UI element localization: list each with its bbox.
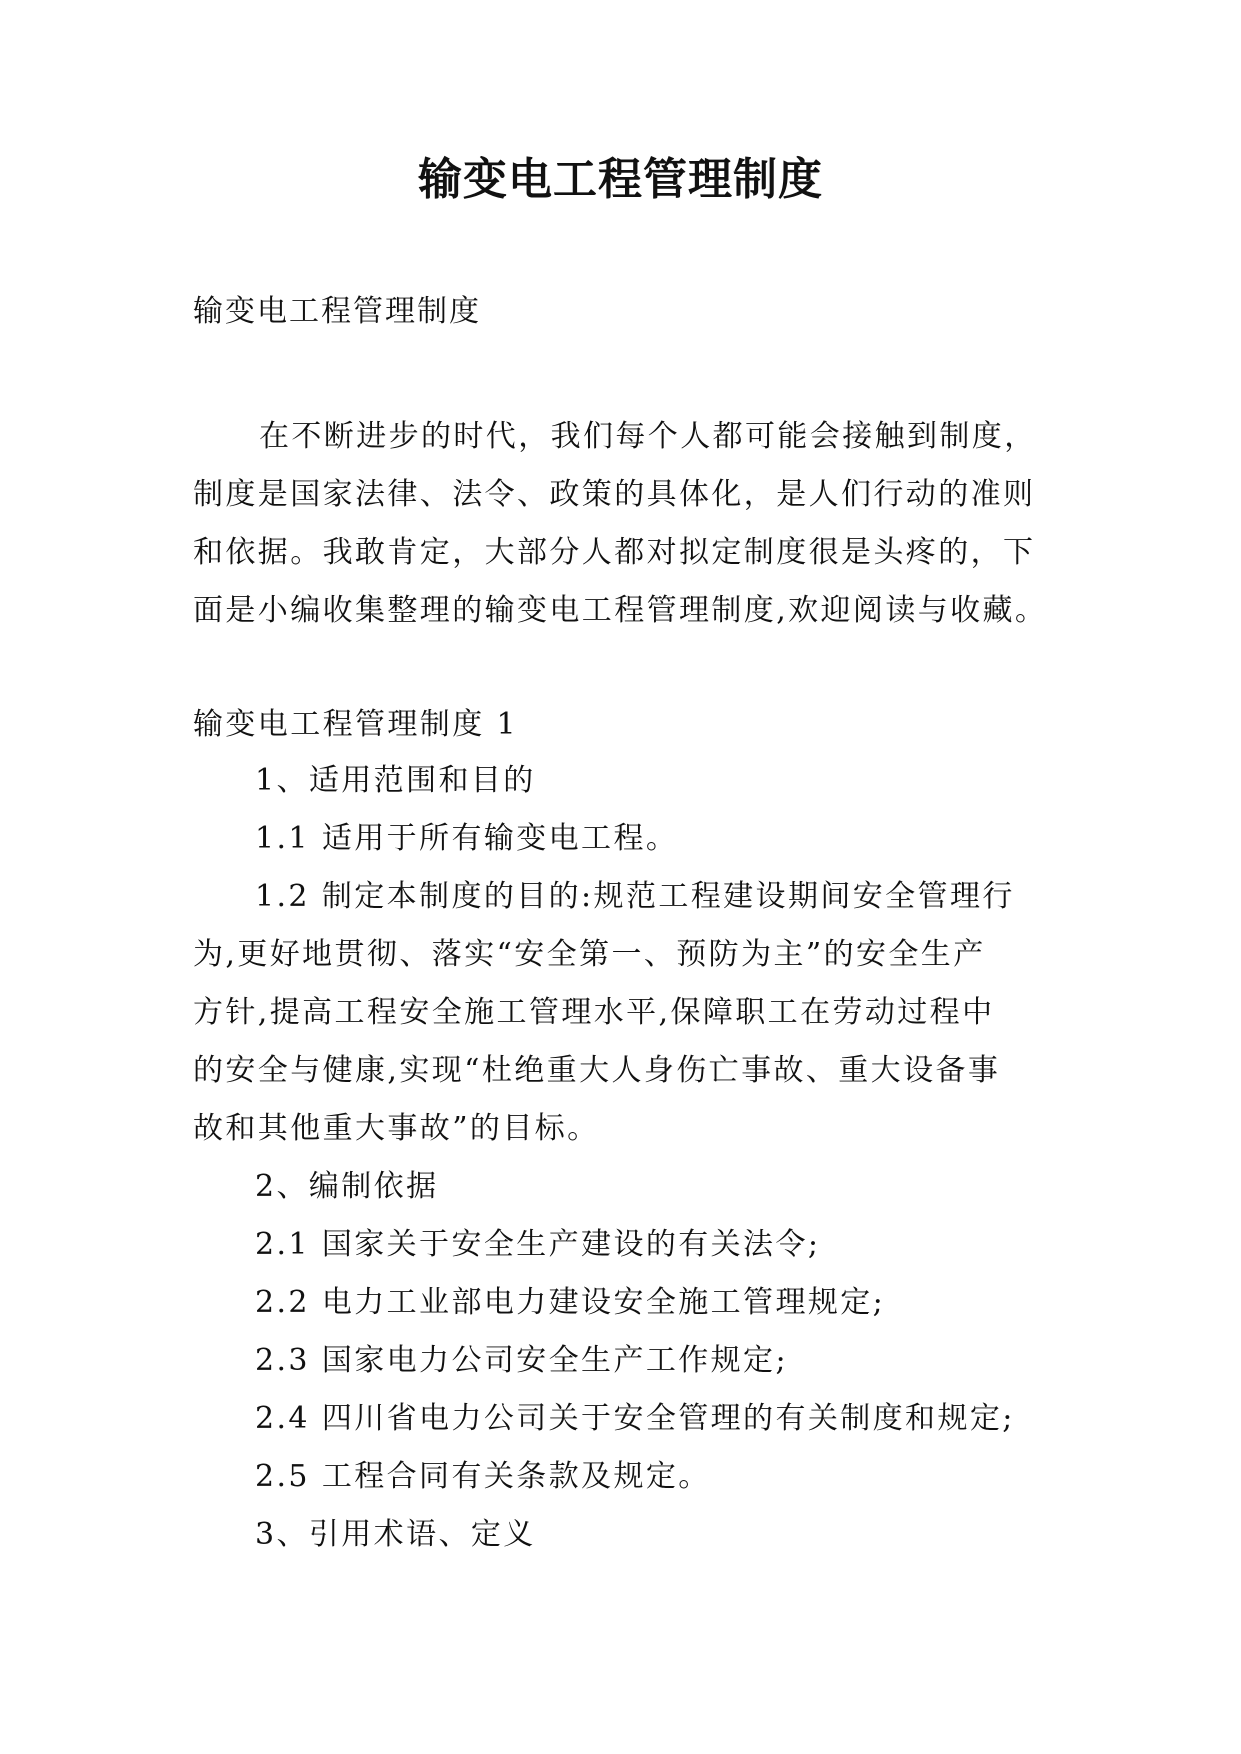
- clause-item: 2.5 工程合同有关条款及规定。: [255, 1459, 711, 1494]
- clause-item: 2.1 国家关于安全生产建设的有关法令;: [255, 1227, 821, 1262]
- intro-line: 在不断进步的时代，我们每个人都可能会接触到制度，: [259, 419, 1037, 454]
- clause-heading: 2、编制依据: [255, 1169, 439, 1204]
- clause-continuation: 方针,提高工程安全施工管理水平,保障职工在劳动过程中: [193, 995, 995, 1030]
- intro-line: 和依据。我敢肯定，大部分人都对拟定制度很是头疼的，下: [193, 535, 1036, 570]
- section-body: [193, 752, 1073, 1564]
- clause-item: 1.1 适用于所有输变电工程。: [255, 821, 679, 856]
- clause-item: 2.3 国家电力公司安全生产工作规定;: [255, 1343, 788, 1378]
- section-heading: 输变电工程管理制度 1: [193, 707, 519, 742]
- clause-item: 2.4 四川省电力公司关于安全管理的有关制度和规定;: [255, 1401, 1015, 1436]
- clause-item: 1.2 制定本制度的目的:规范工程建设期间安全管理行: [255, 879, 1015, 914]
- intro-line: 制度是国家法律、法令、政策的具体化，是人们行动的准则: [193, 477, 1036, 512]
- clause-item: 2.2 电力工业部电力建设安全施工管理规定;: [255, 1285, 886, 1320]
- clause-heading: 1、适用范围和目的: [255, 763, 536, 798]
- intro-paragraph: [193, 408, 1073, 640]
- clause-continuation: 为,更好地贯彻、落实“安全第一、预防为主”的安全生产: [193, 937, 986, 972]
- document-title: 输变电工程管理制度: [418, 154, 823, 205]
- clause-continuation: 故和其他重大事故”的目标。: [193, 1111, 600, 1146]
- clause-continuation: 的安全与健康,实现“杜绝重大人身伤亡事故、重大设备事: [193, 1053, 1001, 1088]
- intro-line: 面是小编收集整理的输变电工程管理制度,欢迎阅读与收藏。: [193, 593, 1048, 628]
- clause-heading: 3、引用术语、定义: [255, 1517, 536, 1552]
- document-subtitle: 输变电工程管理制度: [193, 294, 481, 329]
